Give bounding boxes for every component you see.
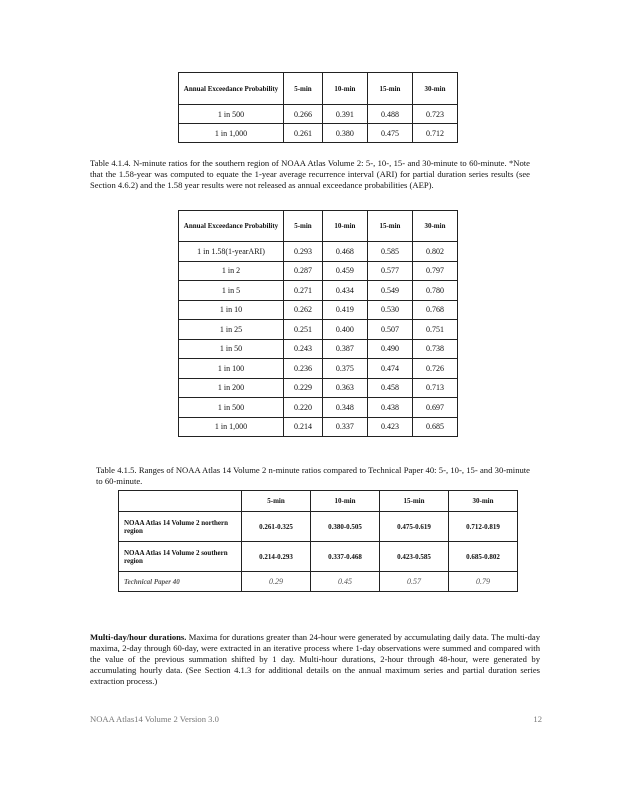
column-header: 30-min [412,73,457,105]
table-row [179,339,458,359]
table-header-row [119,491,518,512]
table-body [179,242,458,437]
column-header: Annual Exceedance Probability [179,211,284,242]
table-row [179,417,458,437]
row-label: 1 in 2 [179,261,284,281]
table-row [179,359,458,379]
table-cell: 0.391 [322,105,367,124]
paragraph-text: Maxima for durations greater than 24-hour were generated by accumulating daily data. The multi-day maxima, 2-day through 60-day, were extracted in an iterative process where 1-day observations were summed and compared with the value of the previous summation shifted by 1 day. Multi-hour durations, 2-hour through 48-hour, were generated by accumulating hourly data. (See Section 4.1.3 for additional details on the annual maximum series and partial duration series extraction process.) [90,632,541,686]
table-cell: 0.375 [322,359,367,379]
table-row [179,261,458,281]
table-cell: 0.713 [412,378,457,398]
table-cell: 0.685-0.802 [449,542,518,572]
table-cell: 0.262 [284,300,323,320]
row-label: 1 in 50 [179,339,284,359]
table-cell: 0.229 [284,378,323,398]
table-row [179,124,458,143]
table-cell: 0.266 [284,105,323,124]
caption-text: Table 4.1.4. N-minute ratios for the southern region of NOAA Atlas Volume 2: 5-, 10-, 15- and 30-minute to 60-minute. *Note that the 1.58-year was computed to equate the 1-year average recurrence interval (ARI) for partial duration series results (see Section 4.6.2) and the 1.58 year results were not released as annual exceedance probabilities (AEP). [90,158,530,190]
table-header-row [179,73,458,105]
table-4-1-5 [118,490,518,592]
table-row [179,105,458,124]
table-cell: 0.251 [284,320,323,340]
column-header: 30-min [412,211,457,242]
column-header: 30-min [449,491,518,512]
table-4-1-3-continuation [178,72,458,143]
row-label: 1 in 1,000 [179,417,284,437]
table-cell: 0.468 [322,242,367,262]
column-header: 15-min [367,211,412,242]
table-header-row [179,211,458,242]
row-label: Technical Paper 40 [119,572,242,592]
table-cell: 0.751 [412,320,457,340]
row-label: NOAA Atlas 14 Volume 2 southern region [119,542,242,572]
table-cell: 0.337 [322,417,367,437]
table-row [119,512,518,542]
table-cell: 0.423 [367,417,412,437]
table-cell: 0.797 [412,261,457,281]
column-header: 10-min [311,491,380,512]
column-header: 10-min [322,73,367,105]
column-header [119,491,242,512]
table-caption-4-1-4 [90,158,530,191]
table-row [179,300,458,320]
table-cell: 0.577 [367,261,412,281]
table-row [179,398,458,418]
table-cell: 0.488 [367,105,412,124]
table-cell: 0.214 [284,417,323,437]
table-cell: 0.220 [284,398,323,418]
table-cell: 0.726 [412,359,457,379]
paragraph-heading: Multi-day/hour durations. [90,632,187,642]
table-cell: 0.459 [322,261,367,281]
table-cell: 0.214-0.293 [242,542,311,572]
table-cell: 0.45 [311,572,380,592]
row-label: 1 in 100 [179,359,284,379]
table-cell: 0.458 [367,378,412,398]
table-cell: 0.287 [284,261,323,281]
footer-title: NOAA Atlas14 Volume 2 Version 3.0 [90,714,219,724]
table-cell: 0.419 [322,300,367,320]
page-number: 12 [533,714,542,724]
page-footer [90,714,542,724]
column-header: 5-min [242,491,311,512]
table-cell: 0.348 [322,398,367,418]
table-cell: 0.363 [322,378,367,398]
table-cell: 0.723 [412,105,457,124]
table-row [179,320,458,340]
table-4-1-4 [178,210,458,437]
column-header: 15-min [367,73,412,105]
table-cell: 0.337-0.468 [311,542,380,572]
table-cell: 0.57 [380,572,449,592]
table-cell: 0.490 [367,339,412,359]
row-label: 1 in 10 [179,300,284,320]
table-row [179,378,458,398]
table-caption-4-1-5 [96,465,530,487]
row-label: 1 in 200 [179,378,284,398]
table-cell: 0.438 [367,398,412,418]
table-row [179,281,458,301]
table-cell: 0.293 [284,242,323,262]
table-cell: 0.474 [367,359,412,379]
table-cell: 0.585 [367,242,412,262]
table-cell: 0.400 [322,320,367,340]
body-paragraph [90,632,540,687]
table-cell: 0.712-0.819 [449,512,518,542]
table-row [179,242,458,262]
table-cell: 0.29 [242,572,311,592]
row-label: 1 in 500 [179,398,284,418]
caption-text: Table 4.1.5. Ranges of NOAA Atlas 14 Volume 2 n-minute ratios compared to Technical Paper 40: 5-, 10-, 15- and 30-minute to 60-minute. [96,465,530,486]
table-cell: 0.271 [284,281,323,301]
row-label: 1 in 1.58(1-yearARI) [179,242,284,262]
table-cell: 0.79 [449,572,518,592]
table-cell: 1 in 1,000 [179,124,284,143]
table-cell: 0.423-0.585 [380,542,449,572]
table-cell: 0.387 [322,339,367,359]
table-cell: 0.475-0.619 [380,512,449,542]
table-cell: 0.236 [284,359,323,379]
row-label: 1 in 5 [179,281,284,301]
table-row [119,542,518,572]
table-cell: 0.261 [284,124,323,143]
table-cell: 0.697 [412,398,457,418]
column-header: 5-min [284,73,323,105]
table-cell: 0.261-0.325 [242,512,311,542]
table-cell: 0.780 [412,281,457,301]
column-header: Annual Exceedance Probability [179,73,284,105]
table-cell: 0.768 [412,300,457,320]
table-cell: 1 in 500 [179,105,284,124]
column-header: 10-min [322,211,367,242]
table-cell: 0.434 [322,281,367,301]
table-cell: 0.549 [367,281,412,301]
table-cell: 0.507 [367,320,412,340]
table-cell: 0.380 [322,124,367,143]
table-cell: 0.475 [367,124,412,143]
table-cell: 0.530 [367,300,412,320]
table-cell: 0.802 [412,242,457,262]
row-label: NOAA Atlas 14 Volume 2 northern region [119,512,242,542]
table-cell: 0.380-0.505 [311,512,380,542]
column-header: 5-min [284,211,323,242]
row-label: 1 in 25 [179,320,284,340]
table-cell: 0.738 [412,339,457,359]
table-cell: 0.712 [412,124,457,143]
table-cell: 0.685 [412,417,457,437]
table-cell: 0.243 [284,339,323,359]
column-header: 15-min [380,491,449,512]
table-row [119,572,518,592]
